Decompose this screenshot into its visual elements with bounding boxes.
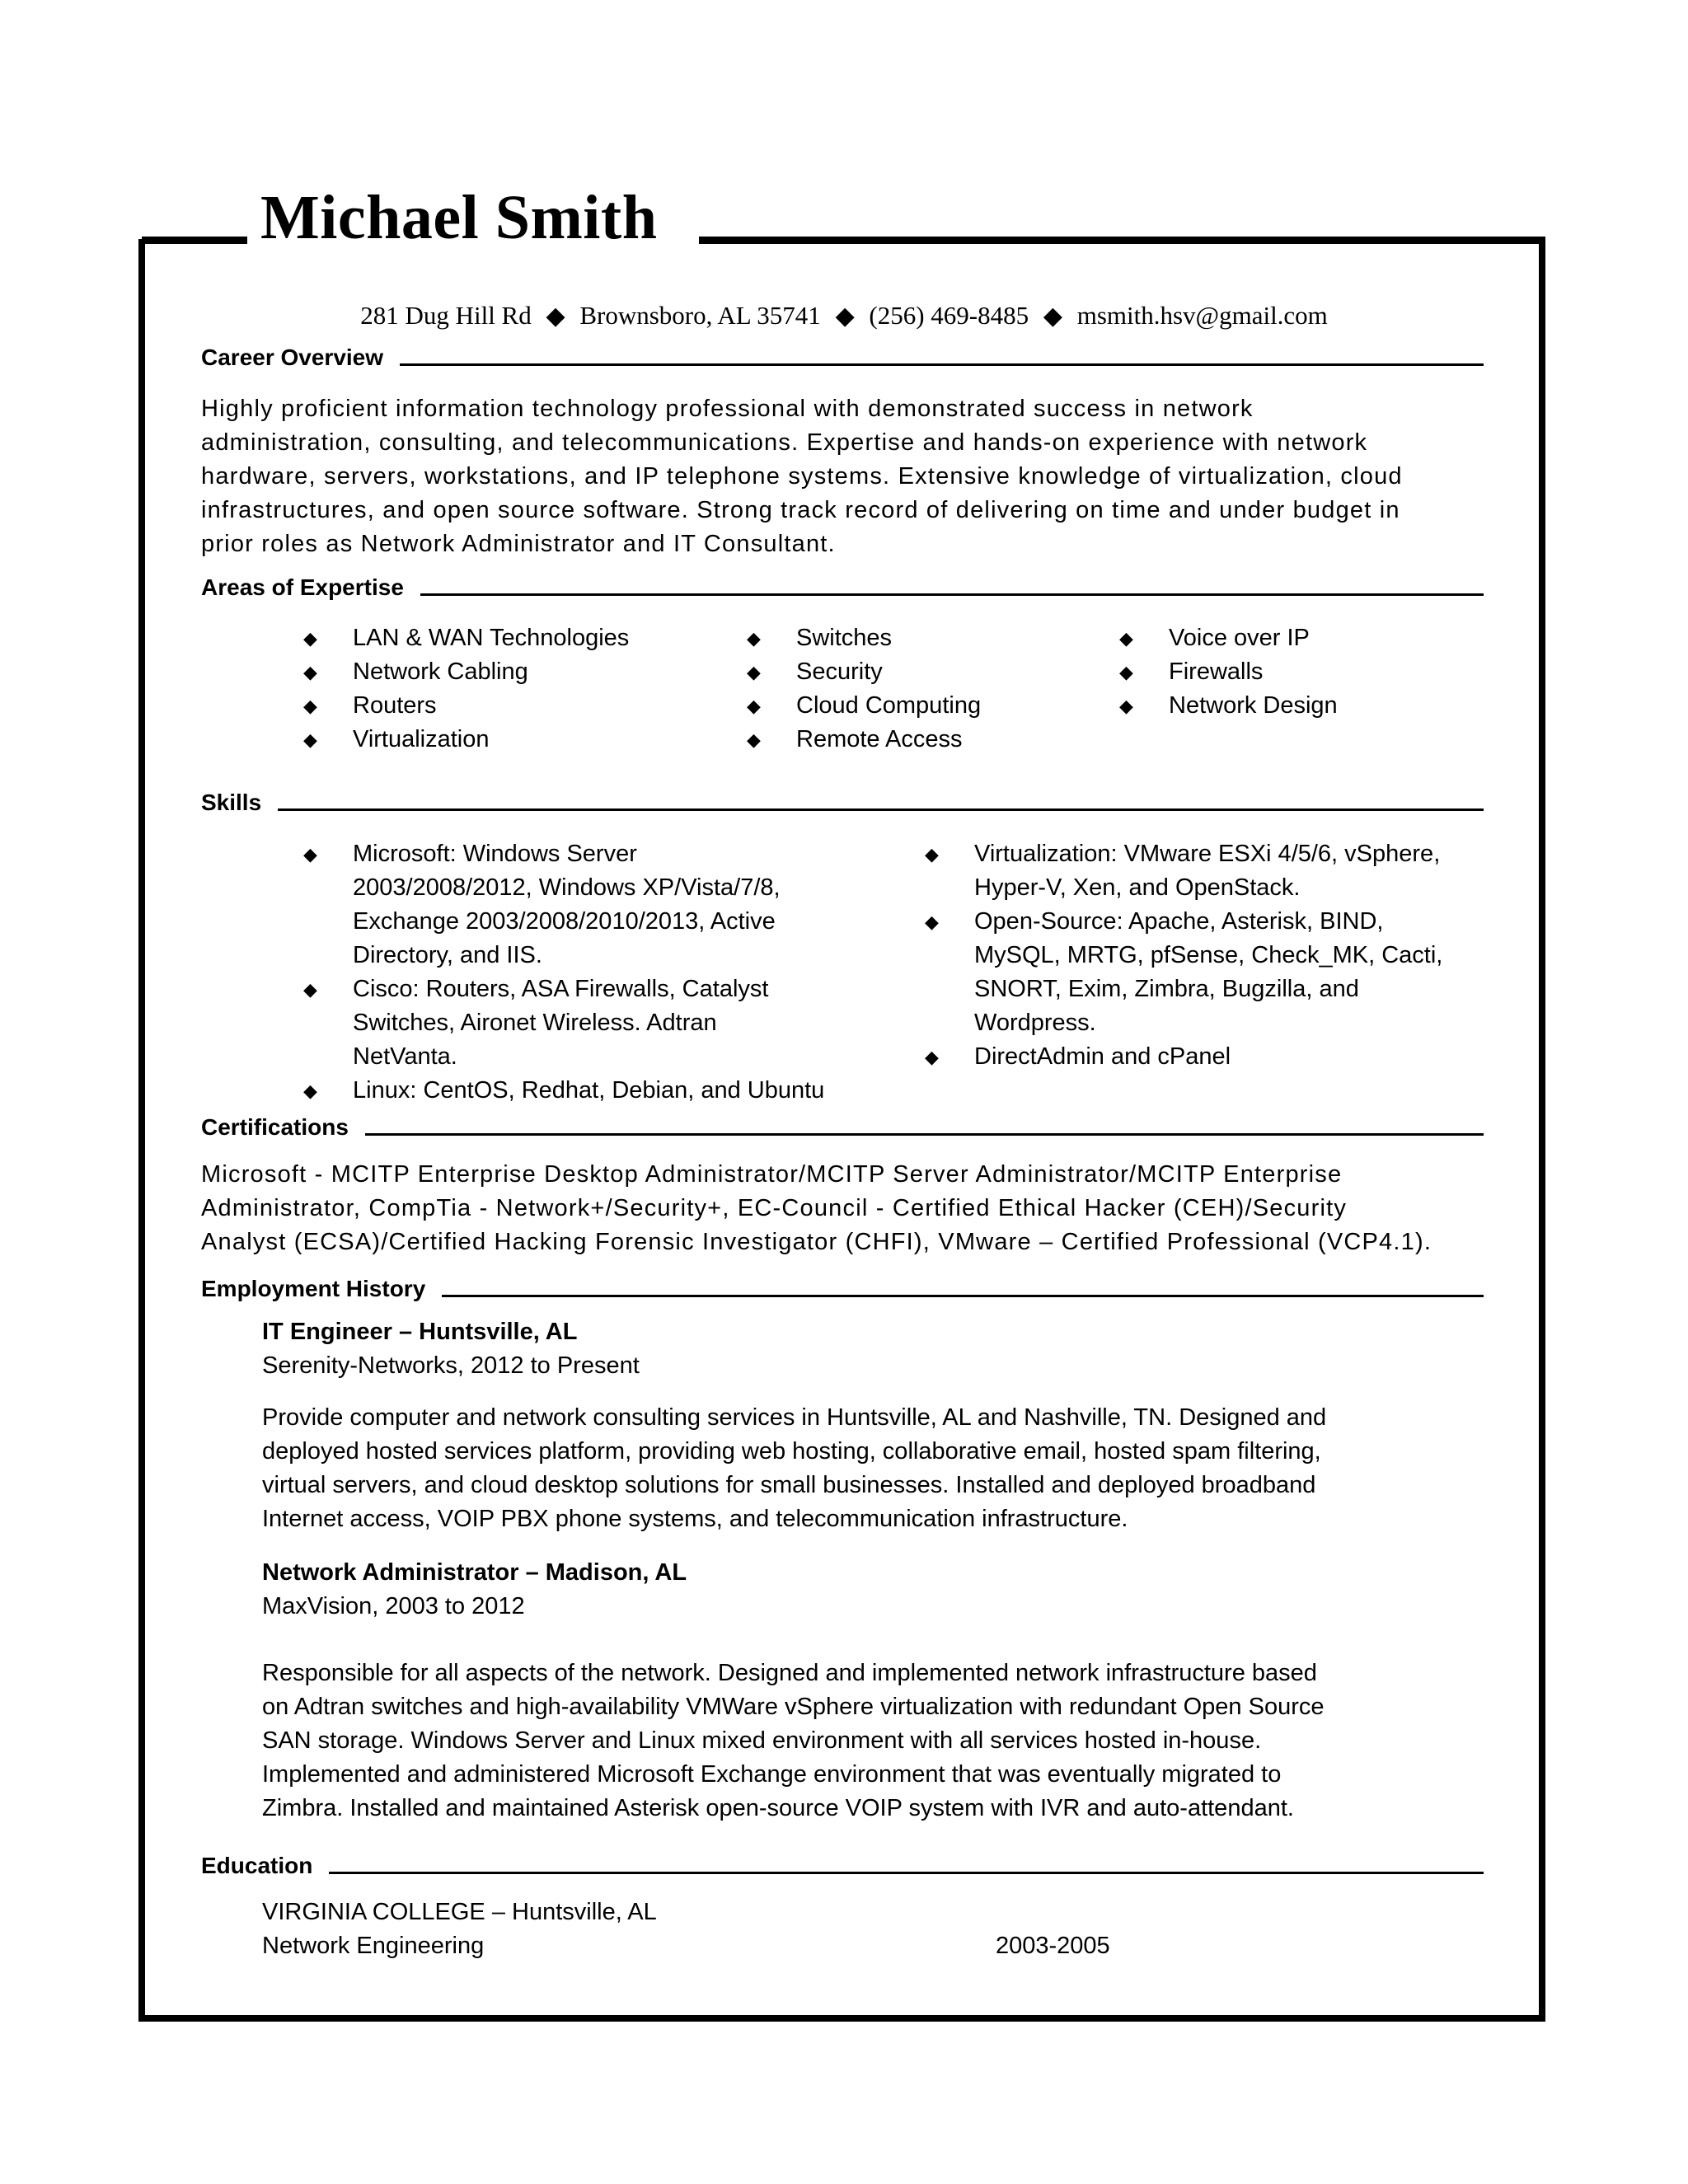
text-line: prior roles as Network Administrator and IT Consultant. — [201, 531, 836, 557]
list-item: ◆ Cisco: Routers, ASA Firewalls, Catalyst Switches, Aironet Wireless. Adtran NetVanta. — [303, 972, 824, 1074]
diamond-bullet-icon: ◆ — [303, 729, 317, 750]
section-rule — [442, 1295, 1484, 1297]
text-line: Administrator, CompTia - Network+/Security+, EC-Council - Certified Ethical Hacker (CEH)/Security — [201, 1195, 1348, 1221]
job-company: MaxVision, 2003 to 2012 — [262, 1593, 525, 1619]
section-heading-certifications — [201, 1114, 1484, 1141]
diamond-bullet-icon: ◆ — [303, 1080, 317, 1101]
expertise-column-2 — [747, 621, 981, 757]
text-line: Analyst (ECSA)/Certified Hacking Forensic Investigator (CHFI), VMware – Certified Professional (VCP4.1). — [201, 1229, 1432, 1255]
list-item: ◆ Open-Source: Apache, Asterisk, BIND, MySQL, MRTG, pfSense, Check_MK, Cacti, SNORT, Exim, Zimbra, Bugzilla, and Wordpress. — [925, 905, 1442, 1040]
expertise-column-3 — [1119, 621, 1338, 723]
separator-diamond-icon: ◆ — [835, 302, 855, 330]
contact-line — [0, 301, 1688, 330]
diamond-bullet-icon: ◆ — [303, 628, 317, 649]
section-rule — [365, 1133, 1484, 1136]
job-description-line: Implemented and administered Microsoft Exchange environment that was eventually migrated to — [262, 1761, 1282, 1788]
diamond-bullet-icon: ◆ — [303, 844, 317, 865]
skills-column-left — [303, 837, 824, 1108]
separator-diamond-icon: ◆ — [1043, 302, 1062, 330]
header-rule-right — [699, 237, 1545, 244]
job-description-line: SAN storage. Windows Server and Linux mixed environment with all services hosted in-house. — [262, 1727, 1262, 1754]
job-title: IT Engineer – Huntsville, AL — [262, 1319, 578, 1345]
section-heading-areas-of-expertise — [201, 574, 1484, 601]
diamond-bullet-icon: ◆ — [747, 628, 761, 649]
diamond-bullet-icon: ◆ — [1119, 662, 1133, 682]
diamond-bullet-icon: ◆ — [925, 844, 939, 865]
email[interactable]: msmith.hsv@gmail.com — [1076, 301, 1328, 330]
employment-entry — [262, 1556, 1325, 1825]
section-rule — [278, 808, 1484, 811]
education-years: 2003-2005 — [996, 1933, 1110, 1959]
text-line: administration, consulting, and telecommunications. Expertise and hands-on experience with network — [201, 429, 1368, 456]
diamond-bullet-icon: ◆ — [1119, 696, 1133, 716]
candidate-name: Michael Smith — [260, 183, 658, 252]
section-rule — [400, 363, 1484, 366]
list-item: ◆ Virtualization: VMware ESXi 4/5/6, vSphere, Hyper-V, Xen, and OpenStack. — [925, 837, 1442, 905]
separator-diamond-icon: ◆ — [546, 302, 565, 330]
address: 281 Dug Hill Rd — [360, 301, 532, 330]
job-description-line: Responsible for all aspects of the network. Designed and implemented network infrastructure based — [262, 1660, 1317, 1686]
list-item: ◆ Network Cabling — [303, 655, 629, 689]
list-item: ◆ Cloud Computing — [747, 689, 981, 723]
diamond-bullet-icon: ◆ — [303, 696, 317, 716]
program-name: Network Engineering — [262, 1933, 485, 1959]
diamond-bullet-icon: ◆ — [747, 696, 761, 716]
section-title: Education — [201, 1853, 313, 1878]
job-description-line: Zimbra. Installed and maintained Asterisk open-source VOIP system with IVR and auto-attendant. — [262, 1795, 1294, 1821]
school-name: VIRGINIA COLLEGE – Huntsville, AL — [262, 1899, 657, 1925]
skills-column-right — [925, 837, 1442, 1074]
text-line: infrastructures, and open source software. Strong track record of delivering on time and under budget in — [201, 497, 1400, 523]
list-item: ◆ DirectAdmin and cPanel — [925, 1040, 1442, 1074]
list-item: ◆ Firewalls — [1119, 655, 1338, 689]
diamond-bullet-icon: ◆ — [303, 979, 317, 1000]
certifications-text — [201, 1158, 1487, 1259]
career-overview-text — [201, 392, 1487, 561]
list-item: ◆ LAN & WAN Technologies — [303, 621, 629, 655]
list-item: ◆ Linux: CentOS, Redhat, Debian, and Ubuntu — [303, 1074, 824, 1108]
job-description-line: deployed hosted services platform, providing web hosting, collaborative email, hosted spam filtering, — [262, 1438, 1321, 1465]
section-rule — [420, 593, 1484, 596]
list-item: ◆ Microsoft: Windows Server 2003/2008/2012, Windows XP/Vista/7/8, Exchange 2003/2008/2010/2013, Active Directory, and IIS. — [303, 837, 824, 972]
job-title: Network Administrator – Madison, AL — [262, 1559, 687, 1586]
phone: (256) 469-8485 — [869, 301, 1029, 330]
list-item: ◆ Network Design — [1119, 689, 1338, 723]
section-title: Career Overview — [201, 344, 384, 370]
employment-entry — [262, 1315, 1326, 1536]
expertise-column-1 — [303, 621, 629, 757]
section-title: Certifications — [201, 1114, 349, 1140]
city: Brownsboro, AL 35741 — [579, 301, 821, 330]
job-company: Serenity-Networks, 2012 to Present — [262, 1352, 640, 1379]
diamond-bullet-icon: ◆ — [1119, 628, 1133, 649]
section-heading-employment-history — [201, 1276, 1484, 1302]
section-title: Areas of Expertise — [201, 574, 404, 600]
section-heading-career-overview — [201, 344, 1484, 371]
diamond-bullet-icon: ◆ — [747, 662, 761, 682]
section-title: Employment History — [201, 1276, 426, 1301]
education-entry — [262, 1896, 657, 1963]
section-heading-skills — [201, 790, 1484, 816]
diamond-bullet-icon: ◆ — [303, 662, 317, 682]
list-item: ◆ Routers — [303, 689, 629, 723]
section-heading-education — [201, 1853, 1484, 1879]
job-description-line: virtual servers, and cloud desktop solutions for small businesses. Installed and deployed broadband — [262, 1472, 1316, 1498]
diamond-bullet-icon: ◆ — [925, 1047, 939, 1067]
list-item: ◆ Virtualization — [303, 723, 629, 757]
list-item: ◆ Voice over IP — [1119, 621, 1338, 655]
section-title: Skills — [201, 790, 262, 815]
list-item: ◆ Remote Access — [747, 723, 981, 757]
text-line: Highly proficient information technology professional with demonstrated success in network — [201, 396, 1254, 422]
text-line: hardware, servers, workstations, and IP telephone systems. Extensive knowledge of virtualization, cloud — [201, 463, 1403, 490]
list-item: ◆ Switches — [747, 621, 981, 655]
section-rule — [329, 1872, 1484, 1874]
job-description-line: Internet access, VOIP PBX phone systems, and telecommunication infrastructure. — [262, 1506, 1128, 1532]
header-rule-left — [142, 237, 247, 244]
list-item: ◆ Security — [747, 655, 981, 689]
job-description-line: on Adtran switches and high-availability VMWare vSphere virtualization with redundant Open Source — [262, 1694, 1325, 1720]
job-description-line: Provide computer and network consulting services in Huntsville, AL and Nashville, TN. Designed and — [262, 1404, 1327, 1431]
diamond-bullet-icon: ◆ — [747, 729, 761, 750]
diamond-bullet-icon: ◆ — [925, 912, 939, 932]
text-line: Microsoft - MCITP Enterprise Desktop Administrator/MCITP Server Administrator/MCITP Enterprise — [201, 1161, 1343, 1188]
